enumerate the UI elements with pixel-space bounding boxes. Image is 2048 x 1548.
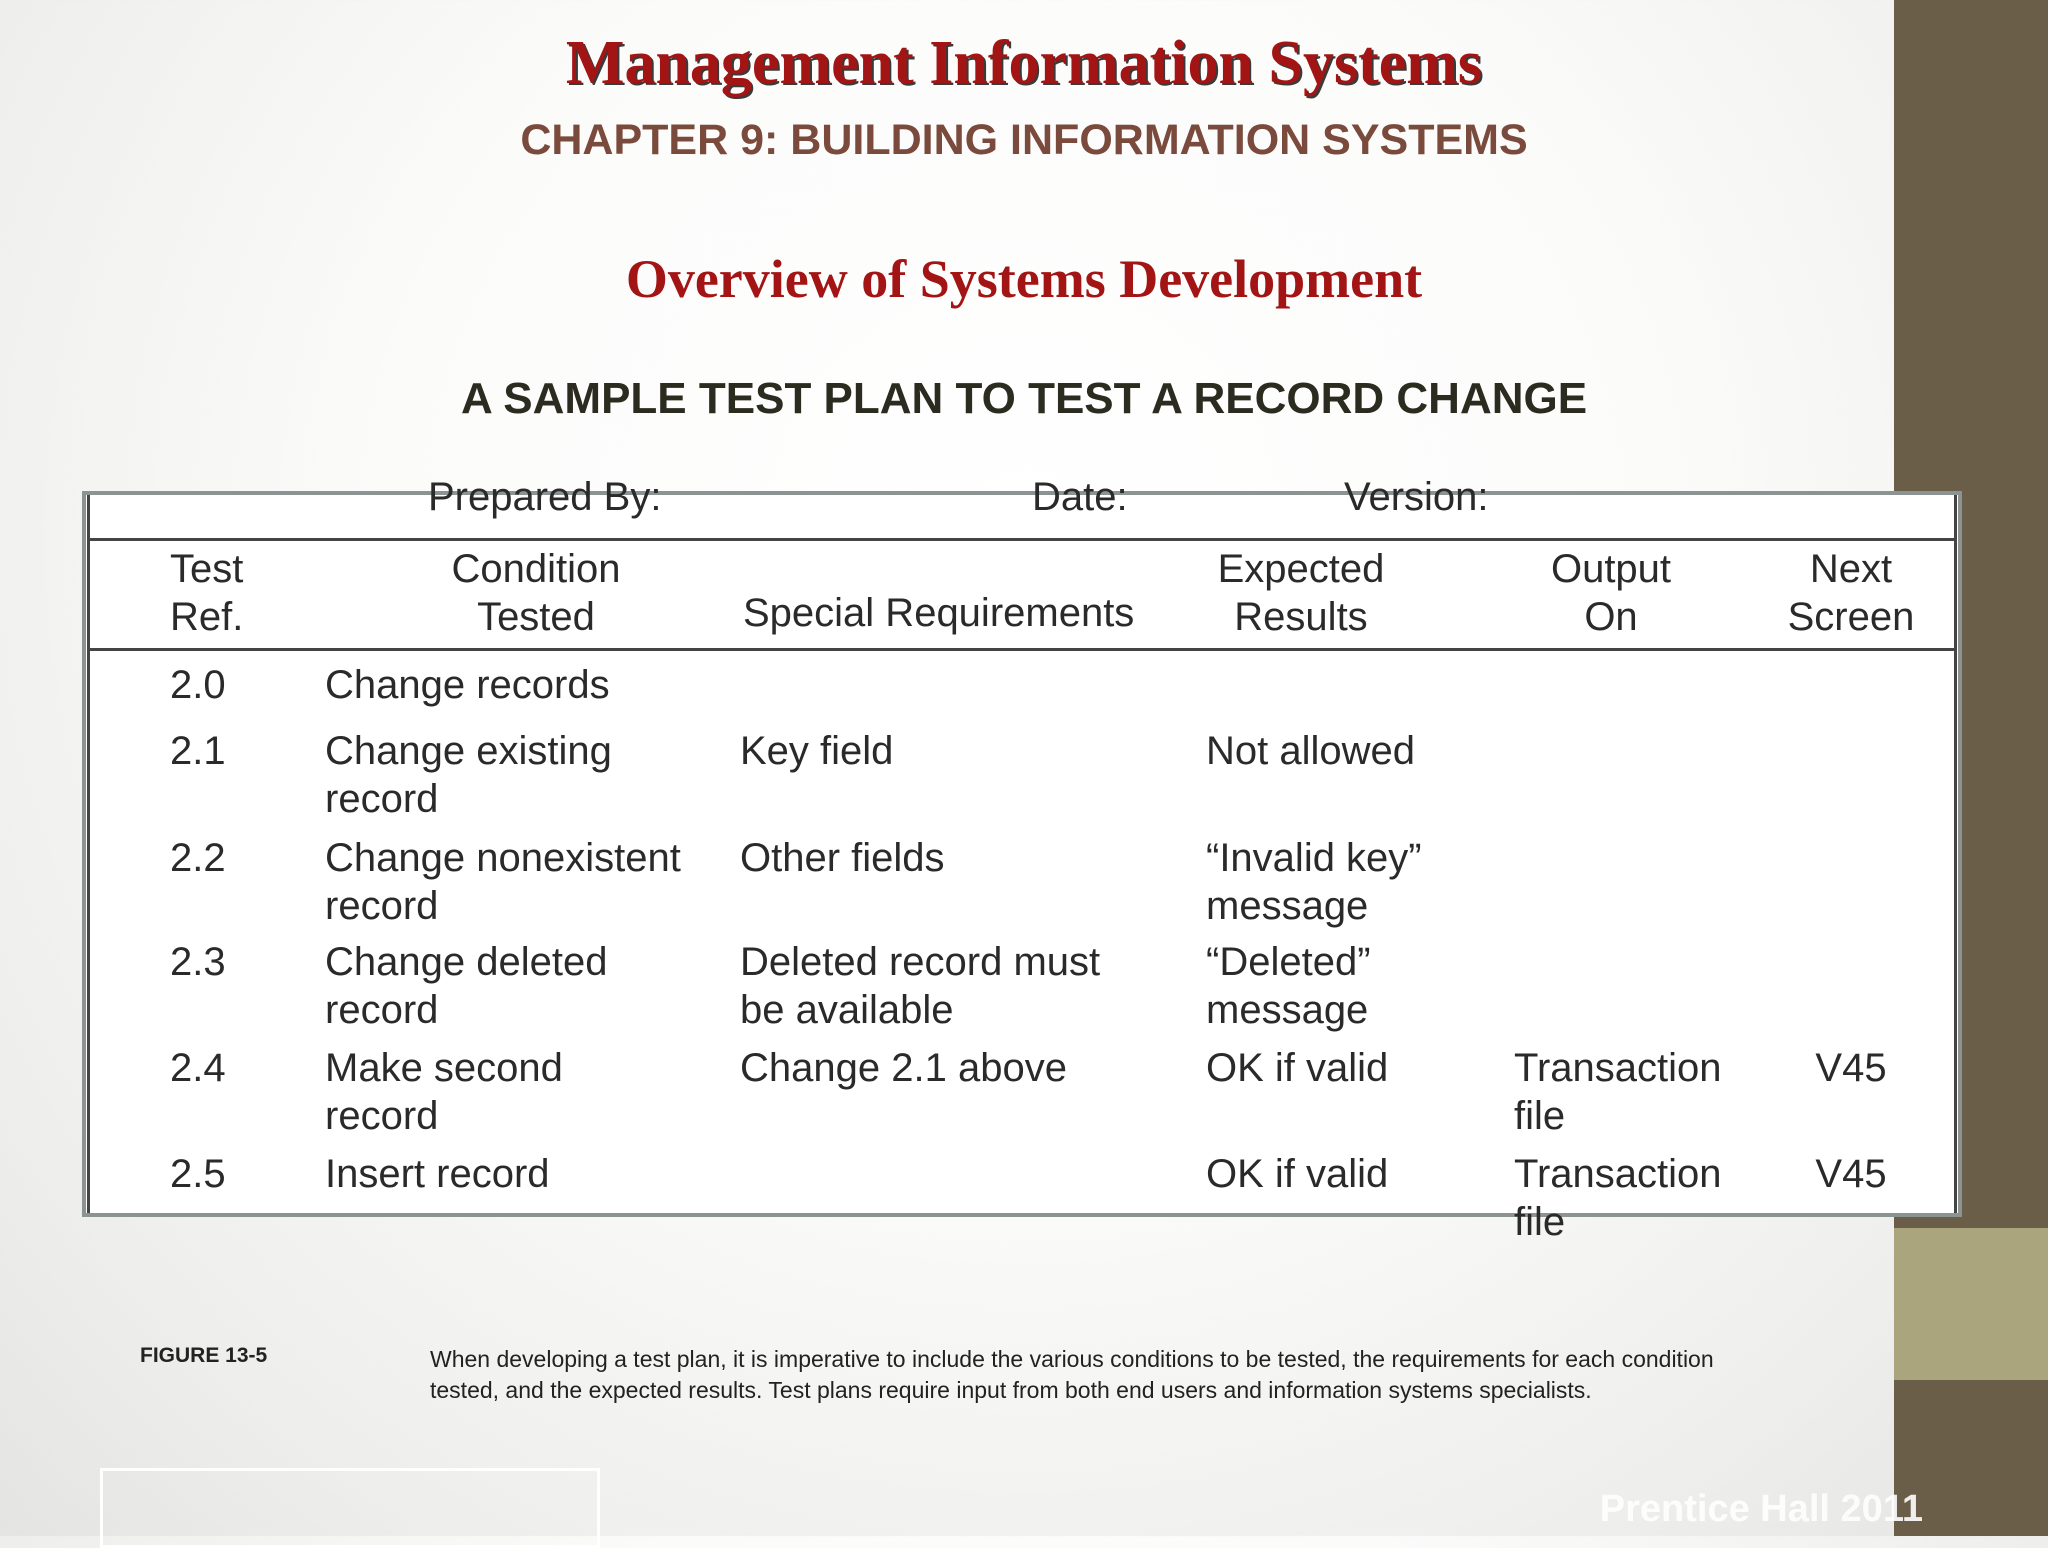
row-requirements: be available [740,988,954,1032]
row-condition: record [325,1094,439,1138]
section-heading: Overview of Systems Development [625,249,1423,309]
row-output: file [1514,1094,1566,1138]
chapter-heading: CHAPTER 9: BUILDING INFORMATION SYSTEMS [520,116,1528,164]
prepared-by-label: Prepared By: [428,475,662,519]
row-condition: Change existing [325,729,612,773]
test-plan-figure: Prepared By: Date: Version: Test Ref. Condition Tested Special Requirements Expected Results Output On Next Screen 2.0 Change records 2.1 Change existing record Key field Not allowed 2.2 Change nonexistent record Other fields “Invalid key” message 2.3 Change deleted record Deleted record must be available “Deleted” message 2.4 Make second record Change 2.1 above OK if valid Transaction file V45 2.5 Insert record OK if valid Transaction file V45 [82,491,1962,1217]
row-expected: message [1206,988,1369,1032]
row-next-screen: V45 [1815,1046,1887,1090]
row-condition: record [325,988,439,1032]
row-expected: OK if valid [1206,1046,1389,1090]
row-condition: Insert record [325,1152,550,1196]
row-next-screen: V45 [1815,1152,1887,1196]
row-output: Transaction [1514,1046,1722,1090]
row-condition: Change nonexistent [325,836,681,880]
date-label: Date: [1032,475,1128,519]
figure-heading: A SAMPLE TEST PLAN TO TEST A RECORD CHANGE [460,374,1588,423]
row-condition: Change records [325,663,610,707]
row-expected: “Invalid key” [1206,836,1422,880]
footer-outline [100,1468,600,1548]
row-output: Transaction [1514,1152,1722,1196]
row-condition: Make second [325,1046,563,1090]
row-ref: 2.5 [170,1152,226,1196]
row-ref: 2.4 [170,1046,226,1090]
row-requirements: Other fields [740,836,945,880]
header-top-rule [90,538,1954,541]
row-output: file [1514,1200,1566,1244]
row-expected: OK if valid [1206,1152,1389,1196]
version-label: Version: [1344,475,1489,519]
row-expected: Not allowed [1206,729,1416,773]
table-right-rule [1954,495,1957,1213]
row-ref: 2.3 [170,940,226,984]
row-condition: record [325,884,439,928]
figure-label: FIGURE 13-5 [140,1344,268,1367]
decorative-side-accent [1894,1228,2048,1380]
figure-caption: When developing a test plan, it is imperative to include the various conditions to be tested, the requirements for each condition tested, and the expected results. Test plans require input from both end users and information systems specialists. [430,1346,1714,1403]
row-requirements: Key field [740,729,894,773]
header-bottom-rule [90,648,1954,651]
row-ref: 2.1 [170,729,226,773]
header-special-requirements: Special Requirements [743,591,1135,635]
slide-title: Management Information Systems [565,29,1483,97]
row-condition: record [325,777,439,821]
row-ref: 2.0 [170,663,226,707]
row-ref: 2.2 [170,836,226,880]
row-expected: message [1206,884,1369,928]
row-requirements: Deleted record must [740,940,1101,984]
row-condition: Change deleted [325,940,608,984]
row-requirements: Change 2.1 above [740,1046,1067,1090]
publisher-credit: Prentice Hall 2011 [1599,1488,1923,1530]
row-expected: “Deleted” [1206,940,1371,984]
table-left-rule [87,495,90,1213]
